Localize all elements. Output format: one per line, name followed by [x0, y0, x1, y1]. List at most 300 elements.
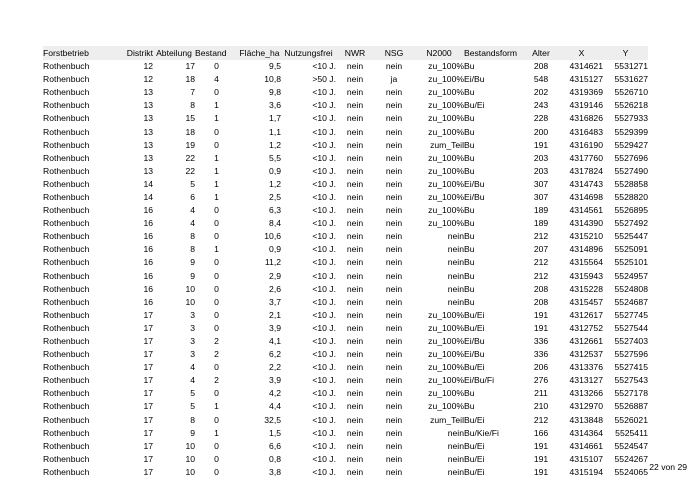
cell-nwr: nein [346, 126, 364, 137]
cell-nutzungsfrei: <10 J. [312, 205, 336, 216]
cell-nutzungsfrei: <10 J. [312, 178, 336, 189]
cell-bestand: 1 [214, 152, 219, 163]
cell-bestandsform: Bu [464, 244, 475, 255]
cell-bestand: 0 [214, 322, 219, 333]
cell-bestandsform: Bu [464, 61, 475, 72]
column-header-flaeche: Fläche_ha [239, 47, 280, 58]
cell-bestand: 2 [214, 349, 219, 360]
cell-flaeche: 1,2 [269, 139, 281, 150]
cell-y: 5527543 [614, 375, 648, 386]
cell-x: 4316826 [569, 113, 603, 124]
cell-nsg: nein [385, 87, 403, 98]
cell-nwr: nein [346, 336, 364, 347]
cell-y: 5527403 [614, 336, 648, 347]
column-header-nwr: NWR [344, 47, 366, 58]
cell-nutzungsfrei: <10 J. [312, 349, 336, 360]
cell-flaeche: 3,6 [269, 100, 281, 111]
cell-alter: 189 [533, 218, 549, 229]
cell-abteilung: 3 [190, 322, 195, 333]
cell-x: 4314390 [569, 218, 603, 229]
cell-abteilung: 10 [185, 440, 195, 451]
cell-nutzungsfrei: <10 J. [312, 218, 336, 229]
cell-flaeche: 1,2 [269, 178, 281, 189]
cell-bestand: 1 [214, 427, 219, 438]
cell-x: 4314698 [569, 191, 603, 202]
cell-bestand: 0 [214, 453, 219, 464]
cell-n2000: zu_100% [428, 322, 464, 333]
cell-nsg: nein [385, 191, 403, 202]
cell-nutzungsfrei: <10 J. [312, 388, 336, 399]
cell-nutzungsfrei: <10 J. [312, 87, 336, 98]
cell-x: 4319146 [569, 100, 603, 111]
table-row [43, 309, 648, 322]
cell-nsg: nein [385, 336, 403, 347]
cell-nutzungsfrei: <10 J. [312, 126, 336, 137]
cell-abteilung: 17 [185, 61, 195, 72]
cell-forstbetrieb: Rothenbuch [43, 440, 90, 451]
column-header-x: X [578, 47, 585, 58]
table-row [43, 139, 648, 152]
cell-y: 5528858 [614, 178, 648, 189]
cell-x: 4315943 [569, 270, 603, 281]
table-row [43, 374, 648, 387]
cell-n2000: nein [447, 270, 464, 281]
cell-alter: 212 [533, 257, 549, 268]
cell-distrikt: 14 [143, 191, 153, 202]
cell-nwr: nein [346, 427, 364, 438]
cell-distrikt: 13 [143, 113, 153, 124]
cell-forstbetrieb: Rothenbuch [43, 349, 90, 360]
table-row [43, 453, 648, 466]
cell-bestandsform: Bu/Ei [464, 362, 485, 373]
cell-nutzungsfrei: <10 J. [312, 296, 336, 307]
table-row [43, 348, 648, 361]
cell-x: 4313376 [569, 362, 603, 373]
cell-n2000: nein [447, 244, 464, 255]
cell-nwr: nein [346, 440, 364, 451]
cell-y: 5526887 [614, 401, 648, 412]
cell-bestandsform: Bu/Ei [464, 414, 485, 425]
cell-x: 4313848 [569, 414, 603, 425]
column-header-bestand: Bestand [195, 47, 227, 58]
cell-x: 4312537 [569, 349, 603, 360]
cell-n2000: zu_100% [428, 309, 464, 320]
cell-y: 5531271 [614, 61, 648, 72]
cell-abteilung: 15 [185, 113, 195, 124]
cell-nutzungsfrei: <10 J. [312, 152, 336, 163]
cell-nsg: nein [385, 100, 403, 111]
table-row [43, 178, 648, 191]
cell-y: 5527696 [614, 152, 648, 163]
cell-n2000: zu_100% [428, 100, 464, 111]
cell-n2000: nein [447, 453, 464, 464]
cell-nwr: nein [346, 74, 364, 85]
column-header-n2000: N2000 [426, 47, 452, 58]
cell-x: 4315127 [569, 74, 603, 85]
cell-bestand: 1 [214, 178, 219, 189]
cell-x: 4315457 [569, 296, 603, 307]
cell-bestandsform: Ei/Bu [464, 74, 485, 85]
cell-distrikt: 17 [143, 440, 153, 451]
table-row [43, 256, 648, 269]
cell-nwr: nein [346, 191, 364, 202]
cell-bestandsform: Bu [464, 152, 475, 163]
cell-y: 5526021 [614, 414, 648, 425]
cell-nutzungsfrei: <10 J. [312, 283, 336, 294]
cell-nsg: nein [385, 362, 403, 373]
cell-x: 4312970 [569, 401, 603, 412]
cell-flaeche: 3,7 [269, 296, 281, 307]
cell-nwr: nein [346, 87, 364, 98]
cell-alter: 276 [533, 375, 549, 386]
cell-forstbetrieb: Rothenbuch [43, 414, 90, 425]
cell-x: 4317760 [569, 152, 603, 163]
cell-abteilung: 4 [190, 218, 195, 229]
cell-nutzungsfrei: <10 J. [312, 440, 336, 451]
cell-bestandsform: Bu [464, 126, 475, 137]
cell-nwr: nein [346, 375, 364, 386]
cell-bestandsform: Bu/Ei [464, 466, 485, 477]
cell-abteilung: 9 [190, 270, 195, 281]
cell-flaeche: 9,8 [269, 87, 281, 98]
cell-n2000: zu_100% [428, 165, 464, 176]
cell-nutzungsfrei: <10 J. [312, 270, 336, 281]
cell-distrikt: 17 [143, 336, 153, 347]
cell-alter: 200 [533, 126, 549, 137]
cell-nsg: nein [385, 178, 403, 189]
cell-nutzungsfrei: <10 J. [312, 336, 336, 347]
column-header-forstbetrieb: Forstbetrieb [43, 47, 89, 58]
cell-bestandsform: Bu/Ei [464, 453, 485, 464]
cell-nutzungsfrei: <10 J. [312, 453, 336, 464]
cell-x: 4315210 [569, 231, 603, 242]
cell-y: 5527490 [614, 165, 648, 176]
cell-flaeche: 1,7 [269, 113, 281, 124]
cell-nsg: nein [385, 152, 403, 163]
cell-abteilung: 10 [185, 466, 195, 477]
cell-n2000: zu_100% [428, 87, 464, 98]
cell-y: 5529427 [614, 139, 648, 150]
cell-y: 5528820 [614, 191, 648, 202]
cell-bestand: 1 [214, 165, 219, 176]
cell-bestand: 0 [214, 205, 219, 216]
cell-nwr: nein [346, 257, 364, 268]
cell-distrikt: 16 [143, 218, 153, 229]
cell-nutzungsfrei: <10 J. [312, 61, 336, 72]
cell-x: 4313127 [569, 375, 603, 386]
cell-abteilung: 5 [190, 401, 195, 412]
cell-alter: 203 [533, 152, 549, 163]
cell-nsg: nein [385, 283, 403, 294]
cell-abteilung: 10 [185, 283, 195, 294]
cell-x: 4312617 [569, 309, 603, 320]
cell-flaeche: 3,9 [269, 322, 281, 333]
cell-forstbetrieb: Rothenbuch [43, 453, 90, 464]
cell-nutzungsfrei: <10 J. [312, 244, 336, 255]
cell-y: 5527415 [614, 362, 648, 373]
cell-nwr: nein [346, 466, 364, 477]
cell-bestandsform: Bu/Ei [464, 309, 485, 320]
cell-nwr: nein [346, 205, 364, 216]
cell-nsg: nein [385, 349, 403, 360]
cell-bestand: 0 [214, 466, 219, 477]
cell-n2000: zu_100% [428, 401, 464, 412]
cell-bestand: 0 [214, 283, 219, 294]
cell-bestandsform: Bu [464, 205, 475, 216]
cell-alter: 202 [533, 87, 549, 98]
cell-abteilung: 7 [190, 87, 195, 98]
cell-y: 5531627 [614, 74, 648, 85]
cell-nwr: nein [346, 139, 364, 150]
table-row [43, 99, 648, 112]
cell-y: 5525101 [614, 257, 648, 268]
cell-bestand: 4 [214, 74, 219, 85]
cell-alter: 206 [533, 362, 549, 373]
cell-forstbetrieb: Rothenbuch [43, 191, 90, 202]
cell-forstbetrieb: Rothenbuch [43, 139, 90, 150]
cell-nwr: nein [346, 414, 364, 425]
cell-bestandsform: Bu [464, 165, 475, 176]
table-row [43, 296, 648, 309]
cell-distrikt: 13 [143, 165, 153, 176]
cell-abteilung: 5 [190, 388, 195, 399]
cell-forstbetrieb: Rothenbuch [43, 231, 90, 242]
cell-bestand: 0 [214, 296, 219, 307]
cell-flaeche: 9,5 [269, 61, 281, 72]
cell-x: 4315107 [569, 453, 603, 464]
cell-distrikt: 17 [143, 466, 153, 477]
cell-x: 4316190 [569, 139, 603, 150]
cell-distrikt: 12 [143, 74, 153, 85]
cell-flaeche: 11,2 [264, 257, 281, 268]
cell-x: 4316483 [569, 126, 603, 137]
cell-alter: 336 [533, 336, 549, 347]
cell-abteilung: 18 [185, 74, 195, 85]
cell-flaeche: 10,6 [264, 231, 281, 242]
cell-bestandsform: Bu/Ei [464, 322, 485, 333]
cell-x: 4314621 [569, 61, 603, 72]
cell-n2000: zu_100% [428, 388, 464, 399]
cell-nutzungsfrei: <10 J. [312, 113, 336, 124]
cell-n2000: zu_100% [428, 152, 464, 163]
column-header-nutzungsfrei: Nutzungsfrei [284, 47, 333, 58]
cell-y: 5529399 [614, 126, 648, 137]
cell-nsg: nein [385, 244, 403, 255]
table-row [43, 283, 648, 296]
cell-flaeche: 4,2 [269, 388, 281, 399]
cell-abteilung: 4 [190, 375, 195, 386]
cell-flaeche: 6,2 [269, 349, 281, 360]
cell-forstbetrieb: Rothenbuch [43, 244, 90, 255]
cell-bestandsform: Bu [464, 388, 475, 399]
table-row [43, 335, 648, 348]
cell-bestandsform: Ei/Bu [464, 349, 485, 360]
cell-alter: 208 [533, 283, 549, 294]
cell-abteilung: 10 [185, 296, 195, 307]
cell-nsg: nein [385, 165, 403, 176]
cell-n2000: nein [447, 427, 464, 438]
cell-distrikt: 13 [143, 126, 153, 137]
cell-y: 5527933 [614, 113, 648, 124]
cell-bestand: 1 [214, 100, 219, 111]
cell-n2000: zu_100% [428, 191, 464, 202]
cell-forstbetrieb: Rothenbuch [43, 362, 90, 373]
cell-forstbetrieb: Rothenbuch [43, 87, 90, 98]
cell-flaeche: 0,8 [269, 453, 281, 464]
cell-flaeche: 0,9 [269, 244, 281, 255]
cell-distrikt: 13 [143, 152, 153, 163]
cell-bestandsform: Bu [464, 139, 475, 150]
cell-forstbetrieb: Rothenbuch [43, 309, 90, 320]
cell-forstbetrieb: Rothenbuch [43, 113, 90, 124]
cell-nutzungsfrei: <10 J. [312, 322, 336, 333]
cell-y: 5525411 [615, 427, 648, 438]
cell-y: 5526710 [614, 87, 648, 98]
cell-y: 5525091 [614, 244, 648, 255]
cell-bestand: 2 [214, 336, 219, 347]
table-row [43, 400, 648, 413]
cell-x: 4314661 [569, 440, 603, 451]
cell-forstbetrieb: Rothenbuch [43, 205, 90, 216]
cell-alter: 208 [533, 61, 549, 72]
cell-nutzungsfrei: <10 J. [312, 257, 336, 268]
cell-nwr: nein [346, 270, 364, 281]
cell-alter: 191 [533, 309, 549, 320]
cell-abteilung: 22 [185, 152, 195, 163]
cell-alter: 189 [533, 205, 549, 216]
cell-distrikt: 13 [143, 139, 153, 150]
cell-x: 4315194 [569, 466, 603, 477]
column-header-y: Y [622, 47, 629, 58]
cell-x: 4314743 [569, 178, 603, 189]
cell-n2000: nein [447, 440, 464, 451]
cell-nsg: nein [385, 388, 403, 399]
cell-forstbetrieb: Rothenbuch [43, 388, 90, 399]
cell-bestand: 1 [214, 401, 219, 412]
cell-bestandsform: Ei/Bu [464, 191, 485, 202]
cell-y: 5524547 [614, 440, 648, 451]
cell-bestandsform: Bu [464, 113, 475, 124]
cell-y: 5524808 [614, 283, 648, 294]
cell-abteilung: 8 [190, 414, 195, 425]
cell-bestand: 2 [214, 375, 219, 386]
table-row [43, 322, 648, 335]
cell-distrikt: 14 [143, 178, 153, 189]
cell-bestand: 0 [214, 257, 219, 268]
table-row [43, 387, 648, 400]
cell-y: 5524267 [614, 453, 648, 464]
cell-nsg: nein [385, 296, 403, 307]
cell-x: 4317824 [569, 165, 603, 176]
cell-nsg: ja [390, 74, 398, 85]
cell-abteilung: 3 [190, 336, 195, 347]
cell-distrikt: 12 [143, 61, 153, 72]
cell-nsg: nein [385, 427, 403, 438]
cell-flaeche: 3,9 [269, 375, 281, 386]
cell-forstbetrieb: Rothenbuch [43, 466, 90, 477]
cell-abteilung: 4 [190, 362, 195, 373]
cell-abteilung: 3 [190, 349, 195, 360]
cell-n2000: zu_100% [428, 74, 464, 85]
table-row [43, 427, 648, 440]
cell-nsg: nein [385, 231, 403, 242]
cell-n2000: zu_100% [428, 362, 464, 373]
cell-forstbetrieb: Rothenbuch [43, 61, 90, 72]
table-row [43, 270, 648, 283]
cell-alter: 210 [533, 401, 549, 412]
cell-nsg: nein [385, 440, 403, 451]
cell-x: 4313266 [569, 388, 603, 399]
cell-abteilung: 10 [185, 453, 195, 464]
cell-nsg: nein [385, 257, 403, 268]
cell-x: 4315564 [569, 257, 603, 268]
cell-bestand: 0 [214, 414, 219, 425]
cell-nwr: nein [346, 61, 364, 72]
cell-nwr: nein [346, 349, 364, 360]
cell-bestand: 0 [214, 87, 219, 98]
cell-x: 4315228 [569, 283, 603, 294]
cell-distrikt: 16 [143, 205, 153, 216]
cell-alter: 191 [533, 453, 549, 464]
cell-n2000: zu_100% [428, 61, 464, 72]
cell-n2000: zu_100% [428, 126, 464, 137]
cell-flaeche: 4,1 [269, 336, 281, 347]
cell-bestand: 0 [214, 231, 219, 242]
cell-nwr: nein [346, 100, 364, 111]
cell-abteilung: 8 [190, 231, 195, 242]
cell-bestand: 1 [214, 244, 219, 255]
table-header-row [43, 46, 648, 60]
cell-abteilung: 4 [190, 205, 195, 216]
cell-abteilung: 6 [190, 191, 195, 202]
cell-flaeche: 0,9 [269, 165, 281, 176]
cell-nutzungsfrei: <10 J. [312, 401, 336, 412]
cell-nwr: nein [346, 283, 364, 294]
cell-y: 5524957 [614, 270, 648, 281]
cell-bestand: 0 [214, 362, 219, 373]
cell-alter: 548 [533, 74, 549, 85]
column-header-nsg: NSG [384, 47, 404, 58]
cell-nsg: nein [385, 309, 403, 320]
cell-alter: 191 [533, 440, 549, 451]
cell-flaeche: 2,9 [269, 270, 281, 281]
cell-flaeche: 8,4 [269, 218, 281, 229]
cell-forstbetrieb: Rothenbuch [43, 427, 90, 438]
cell-n2000: zu_100% [428, 218, 464, 229]
cell-x: 4312752 [569, 322, 603, 333]
cell-n2000: zu_100% [428, 113, 464, 124]
cell-y: 5527596 [614, 349, 648, 360]
cell-n2000: nein [447, 231, 464, 242]
cell-nutzungsfrei: <10 J. [312, 414, 336, 425]
cell-y: 5526895 [614, 205, 648, 216]
cell-alter: 208 [533, 296, 549, 307]
cell-n2000: zu_100% [428, 178, 464, 189]
cell-alter: 243 [533, 100, 549, 111]
column-header-distrikt: Distrikt [126, 47, 153, 58]
cell-nsg: nein [385, 270, 403, 281]
table-row [43, 204, 648, 217]
table-row [43, 361, 648, 374]
cell-flaeche: 10,8 [264, 74, 281, 85]
cell-forstbetrieb: Rothenbuch [43, 270, 90, 281]
cell-x: 4314896 [569, 244, 603, 255]
cell-bestandsform: Ei/Bu [464, 336, 485, 347]
cell-alter: 203 [533, 165, 549, 176]
cell-forstbetrieb: Rothenbuch [43, 165, 90, 176]
cell-n2000: zu_100% [428, 336, 464, 347]
cell-forstbetrieb: Rothenbuch [43, 152, 90, 163]
